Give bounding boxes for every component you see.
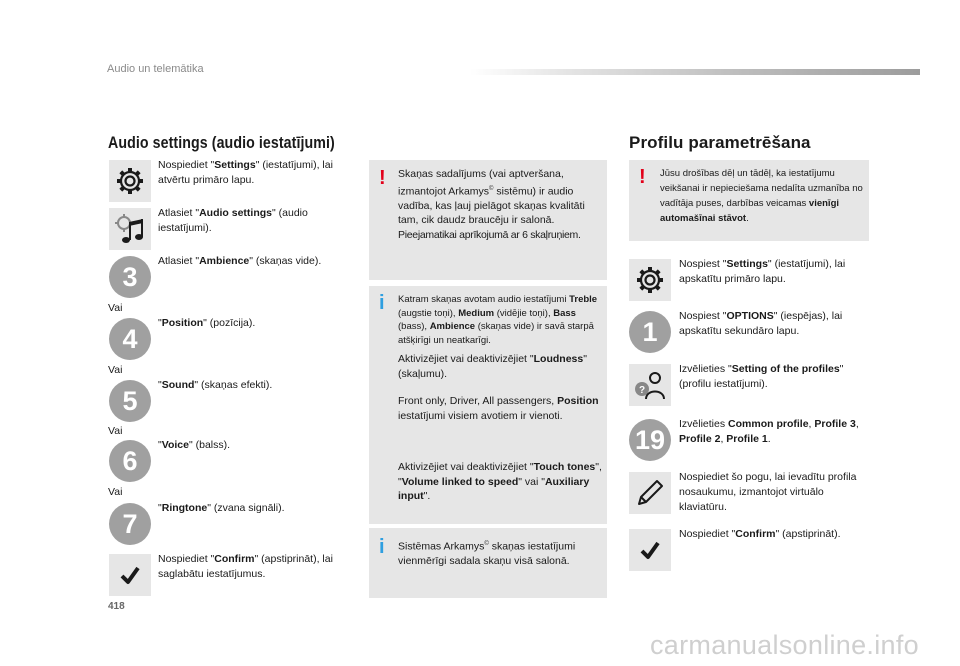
chapter-title: Audio un telemātika: [107, 63, 204, 75]
warning-text: Skaņas sadalījums (vai aptveršana, izmantojot Arkamys© sistēmu) ir audio vadība, kas ļauj pielāgot skaņas kvalitāti tam, cik daudz braucēju ir salonā. Pieejamatikai aprīkojumā ar 6 skaļruņiem.: [398, 168, 585, 241]
profile-step-options: Nospiest "OPTIONS" (iespējas), lai apskatītu sekundāro lapu.: [679, 310, 843, 337]
pencil-icon: [629, 472, 671, 514]
info-icon: i: [379, 536, 385, 558]
profile-step-name: Nospiediet šo pogu, lai ievadītu profila nosaukumu, izmantojot virtuālo klaviatūru.: [679, 471, 857, 513]
profile-settings-icon: [629, 364, 671, 406]
confirm-check-icon: [109, 554, 151, 596]
step-position: "Position" (pozīcija).: [158, 317, 256, 329]
step-number-4: 4: [109, 318, 151, 360]
arkamys-text: Sistēmas Arkamys© skaņas iestatījumi vienmērīgi sadala skaņu visā salonā.: [398, 540, 576, 567]
step-sound: "Sound" (skaņas efekti).: [158, 379, 273, 391]
step-number-6: 6: [109, 440, 151, 482]
profile-step-confirm: Nospiediet "Confirm" (apstiprināt).: [679, 528, 841, 540]
settings-gear-icon: [629, 259, 671, 301]
step-number-3: 3: [109, 256, 151, 298]
warning-box-sound-distribution: [369, 160, 607, 280]
info-box-arkamys: [369, 528, 607, 598]
tones-text: Aktivizējiet vai deaktivizējiet "Touch tones", "Volume linked to speed" vai "Auxiliary input".: [398, 461, 602, 502]
step-confirm: Nospiediet "Confirm" (apstiprināt), lai saglabātu iestatījumus.: [158, 553, 333, 580]
step-ringtone: "Ringtone" (zvana signāli).: [158, 502, 285, 514]
info-text: Katram skaņas avotam audio iestatījumi Treble (augstie toņi), Medium (vidējie toņi), Bass (bass), Ambience (skaņas vide) ir savā starpā atšķirīgi un neatkarīgi.: [398, 294, 598, 346]
or-label: Vai: [108, 486, 123, 498]
safety-text: Jūsu drošības dēļ un tādēļ, ka iestatījumu veikšanai ir nepieciešama nedalīta uzmanība no vadītāja puses, darbības veicamas vienīgi automašīnai stāvot.: [660, 168, 863, 224]
info-box-audio-settings: [369, 286, 607, 524]
profile-step-settings: Nospiest "Settings" (iestatījumi), lai apskatītu primāro lapu.: [679, 258, 846, 285]
audio-settings-title: Audio settings (audio iestatījumi): [108, 134, 335, 152]
warning-icon: !: [639, 166, 646, 188]
warning-box-safety: [629, 160, 869, 241]
step-settings: Nospiediet "Settings" (iestatījumi), lai atvērtu primāro lapu.: [158, 159, 333, 186]
step-number-19: 19: [629, 419, 671, 461]
audio-settings-icon: [109, 208, 151, 250]
step-number-1: 1: [629, 311, 671, 353]
svg-text:?: ?: [638, 385, 646, 396]
warning-icon: !: [379, 167, 386, 189]
profiles-title: Profilu parametrēšana: [629, 133, 811, 152]
position-text: Front only, Driver, All passengers, Position iestatījumi visiem avotiem ir vienoti.: [398, 395, 599, 422]
page-number: 418: [108, 601, 125, 612]
step-number-5: 5: [109, 380, 151, 422]
step-ambience: Atlasiet "Ambience" (skaņas vide).: [158, 255, 322, 267]
step-voice: "Voice" (balss).: [158, 439, 231, 451]
header-rule: [470, 69, 920, 75]
or-label: Vai: [108, 364, 123, 376]
or-label: Vai: [108, 302, 123, 314]
settings-gear-icon: [109, 160, 151, 202]
step-audio-settings: Atlasiet "Audio settings" (audio iestatījumi).: [158, 207, 308, 234]
watermark: carmanualsonline.info: [650, 630, 919, 660]
profile-step-setting-profiles: Izvēlieties "Setting of the profiles" (profilu iestatījumi).: [679, 363, 844, 390]
loudness-text: Aktivizējiet vai deaktivizējiet "Loudness" (skaļumu).: [398, 353, 587, 380]
profile-step-choose: Izvēlieties Common profile, Profile 3, Profile 2, Profile 1.: [679, 418, 859, 445]
info-icon: i: [379, 292, 385, 314]
confirm-check-icon: [629, 529, 671, 571]
step-number-7: 7: [109, 503, 151, 545]
or-label: Vai: [108, 425, 123, 437]
